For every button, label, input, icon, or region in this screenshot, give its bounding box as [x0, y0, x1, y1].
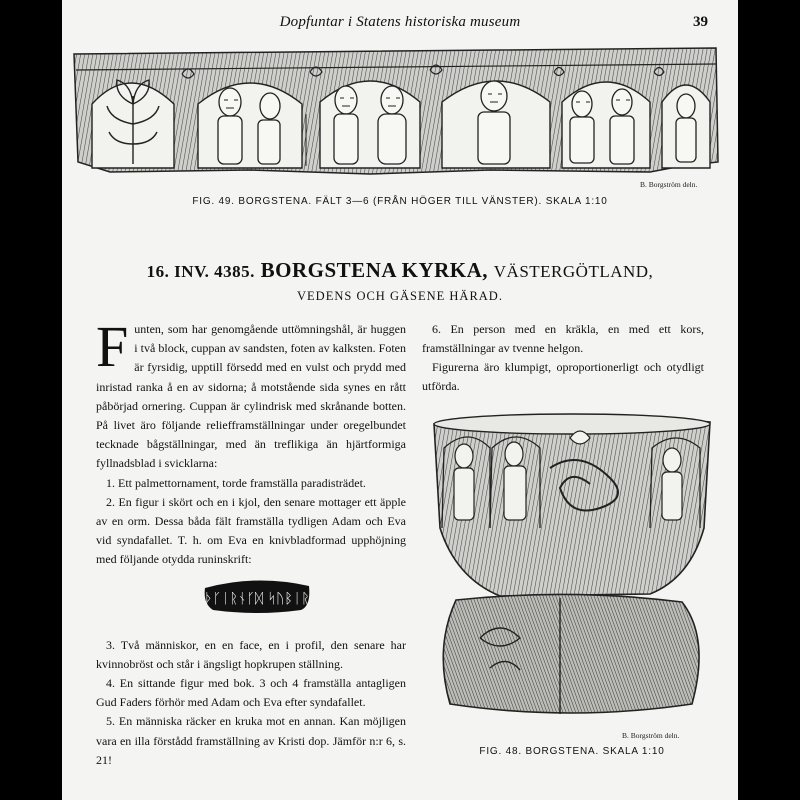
rune-inscription-drawing: [201, 576, 313, 614]
fig49-credit: B. Borgström deln.: [640, 180, 698, 189]
rune-text: ᚦᚴᛁᚱᚾᚴᛞ ᛋᚢᛒᛁᚱ: [204, 590, 310, 607]
dropcap: F: [96, 314, 129, 379]
running-header: [62, 14, 738, 38]
item-3: 3. Två människor, en en face, en i profil, den senare har kvinnobröst och står i ängsligt hopkrupen ställning.: [96, 637, 406, 671]
running-title: Dopfuntar i Statens historiska museum: [279, 14, 521, 30]
intro-paragraph: [96, 314, 406, 474]
rune-inscription: [96, 576, 406, 624]
left-column: [96, 314, 406, 770]
right-column: [422, 320, 704, 396]
entry-heading: [62, 258, 738, 283]
item-2: 2. En figur i skört och en i kjol, den senare mottager ett äpple av en orm. Dessa båda fält framställa tydligen Adam och Eva vid syndafallet. T. h. om Eva en knivbladformad upphöjning med följande otydda runinskrift:: [96, 494, 406, 567]
fig49-caption: FIG. 49. BORGSTENA. FÄLT 3—6 (FRÅN HÖGER TILL VÄNSTER). SKALA 1:10: [192, 196, 608, 207]
item-5: 5. En människa räcker en kruka mot en annan. Kan möjligen vara en illa förstådd framställning av Kristi dop. Jämför n:r 6, s. 21!: [96, 714, 406, 767]
page-number: 39: [693, 14, 708, 30]
heading-region: VÄSTERGÖTLAND,: [493, 262, 654, 281]
closing-text: Figurerna äro klumpigt, oproportionerligt och otydligt utförda.: [422, 360, 704, 393]
intro-text: unten, som har genomgående uttömningshål, är huggen i två block, cuppan av sandsten, foten av kalksten. Foten är fyrsidig, upptill försedd med en vulst och prydd med inristad ranka å en av sidorna; å motstående sida synes en rått påbörjad ornering. Cuppan är cylindrisk med skrånande botten. På livet äro följande reliefframställningar under oregelbundet tecknade bågställningar, med än treflikiga än hjärtformiga fyllnadsblad i svicklarna:: [96, 322, 406, 471]
fig48-credit: B. Borgström deln.: [622, 731, 680, 740]
fig48-caption: FIG. 48. BORGSTENA. SKALA 1:10: [479, 746, 665, 757]
item-6: 6. En person med en kräkla, en med ett kors, framställningar av tvenne helgon.: [422, 322, 704, 355]
heading-title: BORGSTENA KYRKA,: [260, 258, 489, 282]
item-1: 1. Ett palmettornament, torde framställa paradisträdet.: [106, 475, 366, 490]
item-4: 4. En sittande figur med bok. 3 och 4 framställa antagligen Gud Faders förhör med Adam och Eva efter syndafallet.: [96, 676, 406, 710]
heading-subtitle: VEDENS OCH GÄSENE HÄRAD.: [297, 289, 503, 303]
book-page: [62, 0, 738, 800]
heading-number: 16. INV. 4385.: [146, 262, 255, 281]
frieze-illustration: [70, 44, 720, 176]
baptismal-font-illustration: [420, 408, 720, 728]
